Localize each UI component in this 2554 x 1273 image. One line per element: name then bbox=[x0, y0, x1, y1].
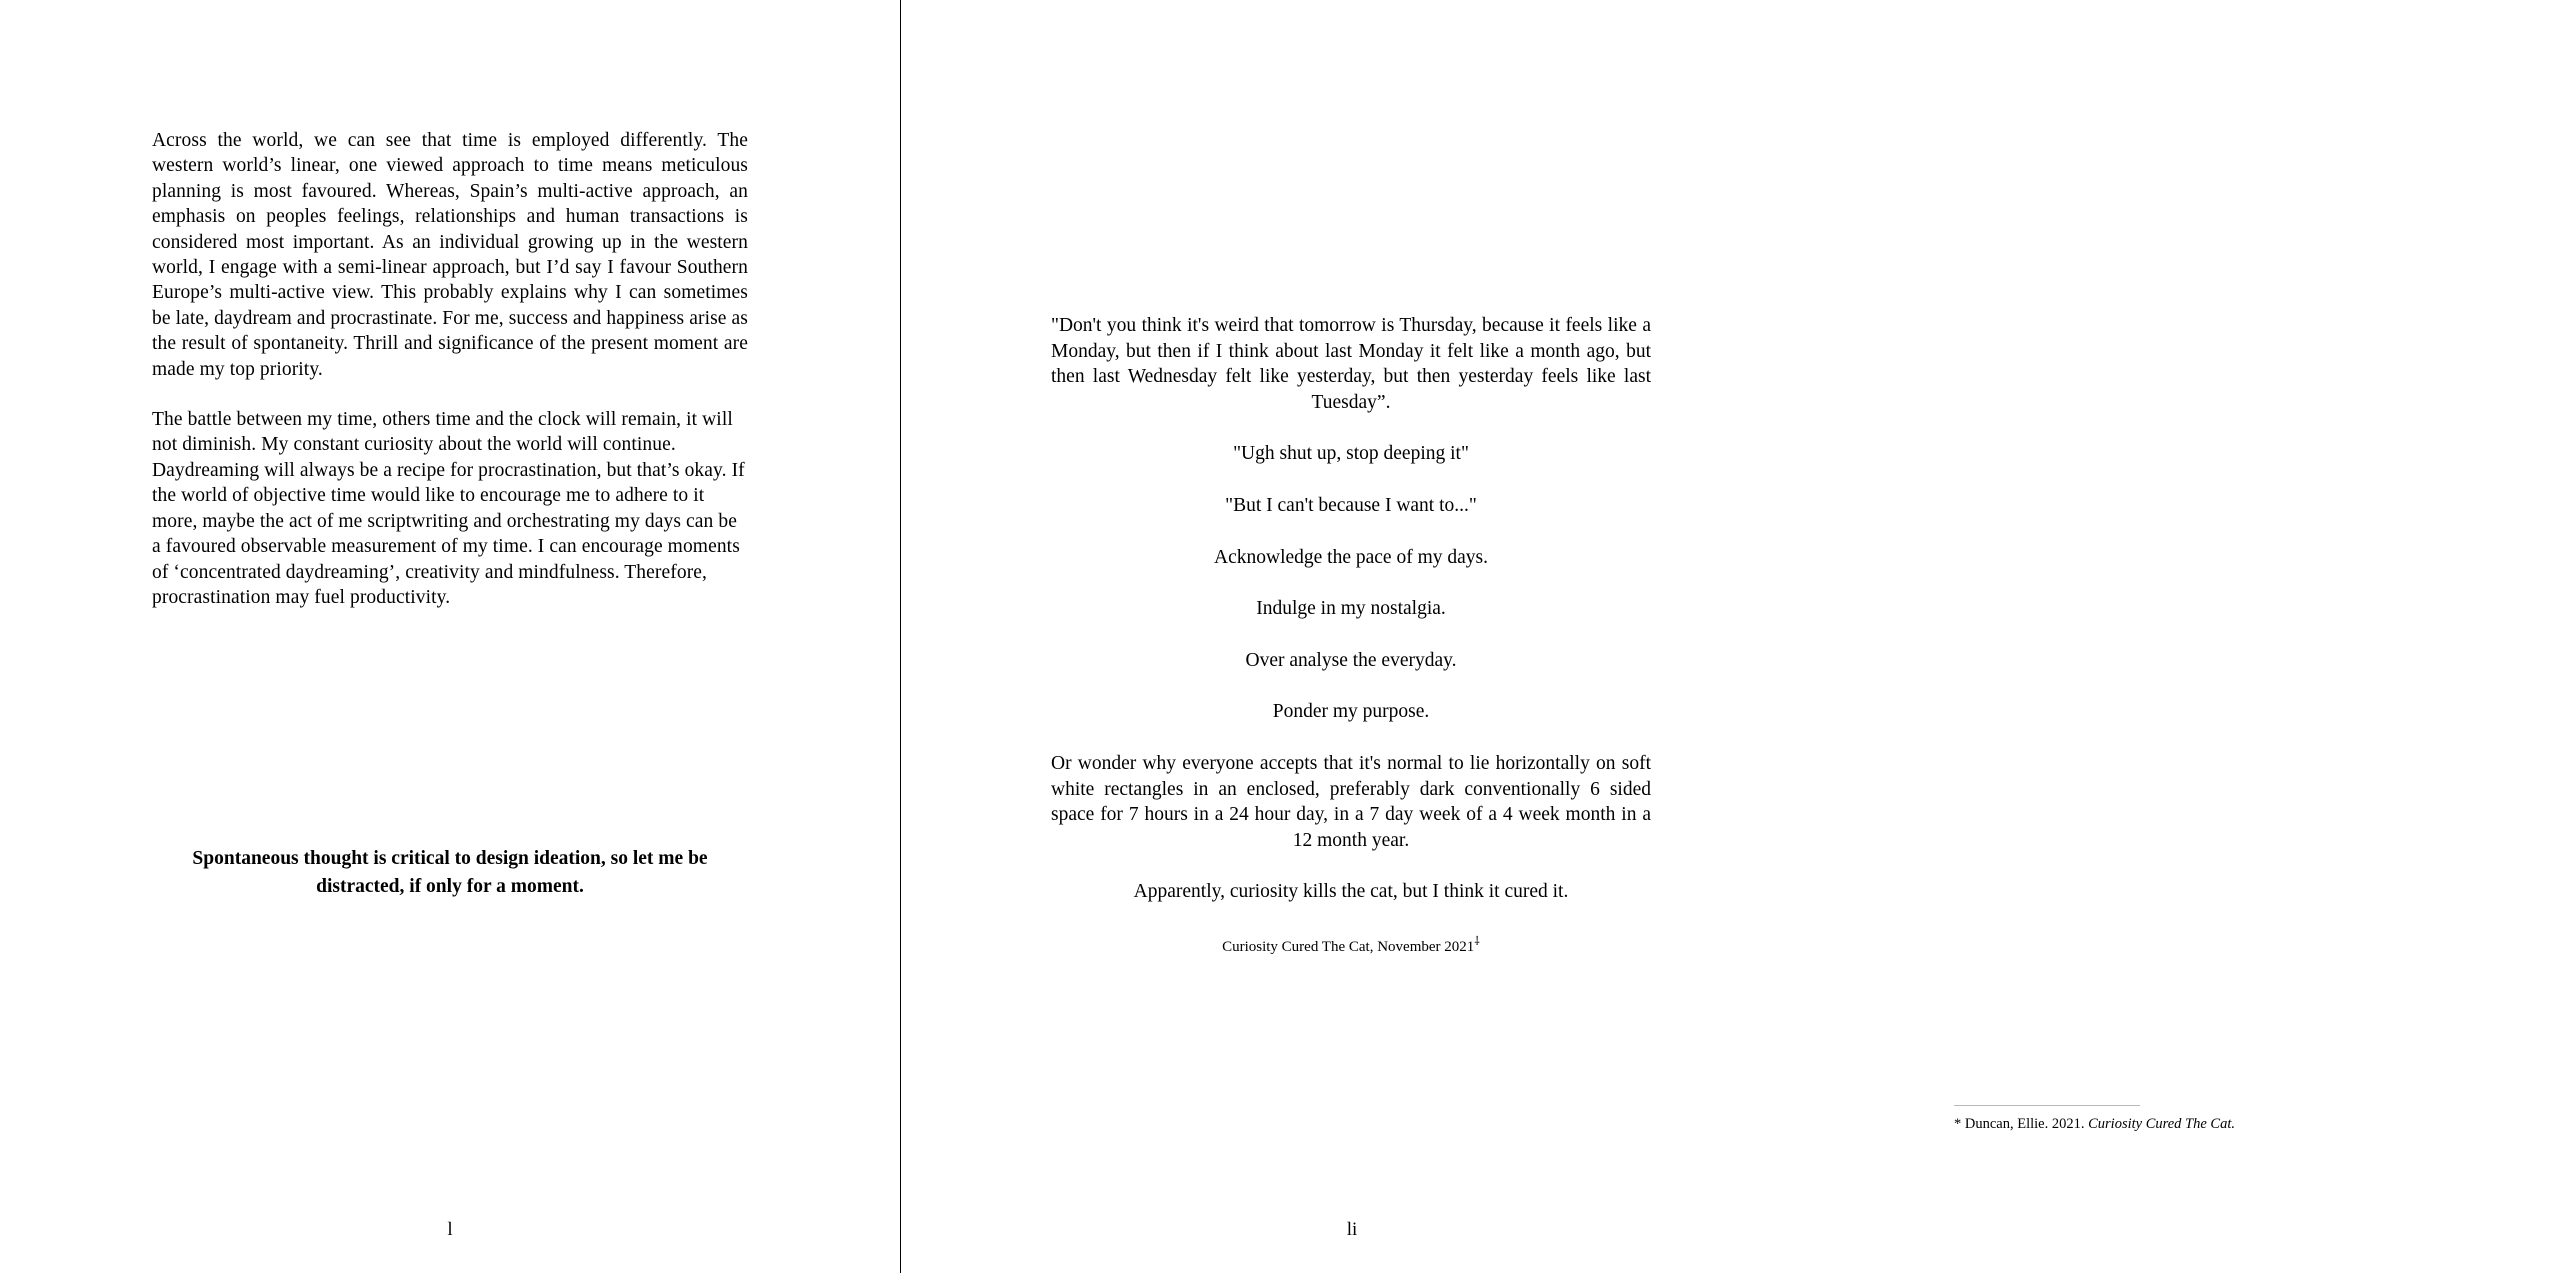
footnote-marker-inline: ⸸ bbox=[1474, 933, 1480, 948]
source-credit-text: Curiosity Cured The Cat, November 2021 bbox=[1222, 938, 1475, 955]
bold-statement: Spontaneous thought is critical to design ideation, so let me be distracted, if only for a moment. bbox=[192, 848, 708, 897]
left-page-folio: l bbox=[447, 1219, 453, 1240]
quote-block-3: "But I can't because I want to..." bbox=[1225, 494, 1477, 516]
footnote-text bbox=[1954, 1115, 2554, 1133]
quote-block-long: Or wonder why everyone accepts that it's normal to lie horizontally on soft white rectangles in an enclosed, preferably dark conventionally 6 sided space for 7 hours in a 24 hour day, in a 7 day week of a 4 week month in a 12 month year. bbox=[1051, 752, 1651, 851]
line-curiosity: Apparently, curiosity kills the cat, but I think it cured it. bbox=[1133, 881, 1569, 903]
line-indulge: Indulge in my nostalgia. bbox=[1256, 598, 1446, 620]
quote-block-1: "Don't you think it's weird that tomorrow is Thursday, because it feels like a Monday, but then if I think about last Monday it felt like a month ago, but then last Wednesday felt like yesterday, but then yesterday feels like last Tuesday”. bbox=[1051, 315, 1651, 413]
right-page bbox=[901, 0, 2235, 1273]
paragraph-2: The battle between my time, others time and the clock will remain, it will not diminish. My constant curiosity about the world will continue. Daydreaming will always be a recipe for procrastination, but that’s okay. If the world of objective time would like to encourage me to adhere to it more, maybe the act of me scriptwriting and orchestrating my days can be a favoured observable measurement of my time. I can encourage moments of ‘concentrated daydreaming’, creativity and mindfulness. Therefore, procrastination may fuel productivity. bbox=[152, 409, 745, 608]
footnote-title: Curiosity Cured The Cat. bbox=[2088, 1116, 2235, 1132]
footnote-marker: * bbox=[1954, 1116, 1962, 1132]
source-credit bbox=[1051, 931, 1651, 957]
right-page-folio: li bbox=[1346, 1219, 1358, 1240]
line-over-analyse: Over analyse the everyday. bbox=[1245, 649, 1457, 671]
line-acknowledge: Acknowledge the pace of my days. bbox=[1214, 546, 1488, 568]
quote-block-2: "Ugh shut up, stop deeping it" bbox=[1233, 443, 1469, 465]
left-page-body bbox=[152, 128, 748, 635]
line-ponder: Ponder my purpose. bbox=[1272, 701, 1430, 723]
footnote-author-year: Duncan, Ellie. 2021. bbox=[1964, 1116, 2085, 1132]
footnote bbox=[1954, 1105, 2554, 1133]
right-page-body bbox=[1051, 313, 1651, 972]
left-page bbox=[0, 0, 901, 1273]
paragraph-1: Across the world, we can see that time is employed differently. The western world’s linear, one viewed approach to time means meticulous planning is most favoured. Whereas, Spain’s multi-active approach, an emphasis on peoples feelings, relationships and human transactions is considered most important. As an individual growing up in the western world, I engage with a semi-linear approach, but I’d say I favour Southern Europe’s multi-active view. This probably explains why I can sometimes be late, daydream and procrastinate. For me, success and happiness arise as the result of spontaneity. Thrill and significance of the present moment are made my top priority. bbox=[152, 130, 748, 380]
footnote-rule bbox=[1954, 1105, 2140, 1106]
